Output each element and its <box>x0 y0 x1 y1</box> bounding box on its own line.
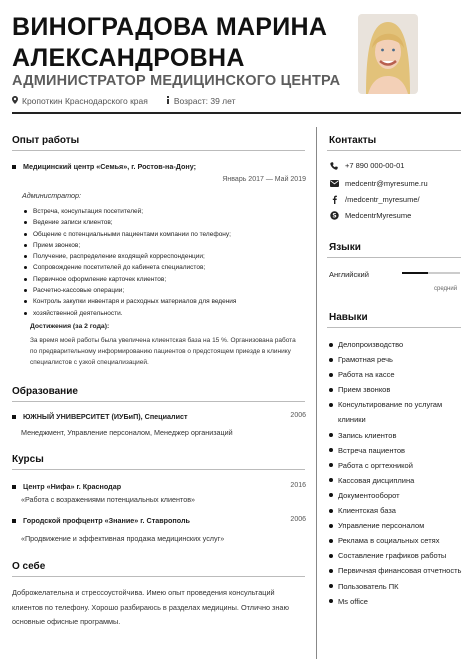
job-company <box>12 162 196 171</box>
bullet-square-icon <box>12 165 16 169</box>
list-item: Прием звонков; <box>22 240 302 251</box>
list-item: Расчетно-кассовые операции; <box>22 285 302 296</box>
section-experience-heading: Опыт работы <box>12 135 80 146</box>
name-line-2: АЛЕКСАНДРОВНА <box>12 44 245 72</box>
skills-list <box>329 337 465 609</box>
list-item: Прием звонков <box>329 382 465 397</box>
education-year: 2006 <box>290 412 306 419</box>
language-level: средний <box>434 286 458 292</box>
list-item: Контроль закупки инвентаря и расходных материалов для ведения <box>22 296 302 307</box>
skype-icon <box>329 211 339 220</box>
course-name: «Работа с возражениями потенциальных клиентов» <box>21 495 196 504</box>
language-name: Английский <box>329 270 369 279</box>
contacts-rule <box>327 150 461 151</box>
profile-photo <box>358 14 418 94</box>
vk-icon <box>329 195 339 204</box>
list-item: Получение, распределение входящей корреспонденции; <box>22 251 302 262</box>
list-item: Ведение записи клиентов; <box>22 217 302 228</box>
list-item: Встреча пациентов <box>329 443 465 458</box>
company-name: Медицинский центр «Семья», г. Ростов-на-Дону; <box>23 162 197 171</box>
list-item: Встреча, консультация посетителей; <box>22 206 302 217</box>
language-level-bar <box>402 272 460 274</box>
job-period: Январь 2017 — Май 2019 <box>222 176 306 183</box>
candidate-name <box>12 12 327 74</box>
course-year: 2016 <box>290 482 306 489</box>
bullet-square-icon <box>12 415 16 419</box>
section-about-heading: О себе <box>12 561 46 572</box>
contact-vk-value: /medcentr_myresume/ <box>345 195 420 204</box>
list-item: Ms office <box>329 594 465 609</box>
list-item: Консультирование по услугам клиники <box>329 397 465 427</box>
courses-rule <box>12 469 305 470</box>
section-skills-heading: Навыки <box>329 312 368 323</box>
education-rule <box>12 401 305 402</box>
achievements-text: За время моей работы была увеличена клиентская база на 15 %. Организована работа по предварительному информированию пациентов о предстоящем приезде в клинику специалистов с узкой специализацией. <box>30 337 296 366</box>
contact-phone[interactable] <box>329 161 404 170</box>
list-item: Реклама в социальных сетях <box>329 533 465 548</box>
list-item: Общение с потенциальными пациентами компании по телефону; <box>22 229 302 240</box>
about-text: Доброжелательна и стрессоустойчива. Имею опыт проведения консультаций клиентов по телефону. Хорошо разбираюсь в разделах медицины. Отлично знаю основные офисные программы. <box>12 588 289 626</box>
education-details: Менеджмент, Управление персоналом, Менеджер организаций <box>21 428 233 437</box>
experience-rule <box>12 150 305 151</box>
bullet-square-icon <box>12 485 16 489</box>
about-rule <box>12 576 305 577</box>
list-item: Первичная финансовая отчетность <box>329 563 465 578</box>
personal-meta <box>12 96 235 106</box>
list-item: Управление персоналом <box>329 518 465 533</box>
course-org <box>12 516 190 525</box>
info-icon <box>166 96 170 106</box>
mail-icon <box>329 180 339 187</box>
contact-email[interactable] <box>329 179 428 188</box>
languages-rule <box>327 257 461 258</box>
list-item: Кассовая дисциплина <box>329 473 465 488</box>
bullet-square-icon <box>12 519 16 523</box>
course-org-name: Центр «Нифа» г. Краснодар <box>23 482 122 491</box>
location <box>12 96 148 106</box>
contact-email-value: medcentr@myresume.ru <box>345 179 428 188</box>
list-item-continuation: хозяйственной деятельности. <box>22 308 302 319</box>
section-courses-heading: Курсы <box>12 454 44 465</box>
list-item: Работа на кассе <box>329 367 465 382</box>
list-item: Клиентская база <box>329 503 465 518</box>
contact-skype[interactable] <box>329 211 411 220</box>
svg-text:S: S <box>331 212 337 220</box>
section-education-heading: Образование <box>12 386 78 397</box>
list-item: Первичное оформление карточек клиентов; <box>22 274 302 285</box>
map-pin-icon <box>12 96 18 106</box>
skills-rule <box>327 327 461 328</box>
location-text: Кропоткин Краснодарского края <box>22 96 148 106</box>
list-item: Пользователь ПК <box>329 579 465 594</box>
course-org-name: Городской профцентр «Знание» г. Ставрополь <box>23 516 190 525</box>
list-item: Запись клиентов <box>329 428 465 443</box>
course-org <box>12 482 121 491</box>
education-school <box>12 412 188 421</box>
course-year: 2006 <box>290 516 306 523</box>
contact-vk[interactable] <box>329 195 420 204</box>
age <box>166 96 236 106</box>
header-divider <box>12 112 461 114</box>
list-item: Работа с оргтехникой <box>329 458 465 473</box>
achievements-title: Достижения (за 2 года): <box>30 323 110 330</box>
list-item: Составление графиков работы <box>329 548 465 563</box>
list-item: Сопровождение посетителей до кабинета специалистов; <box>22 262 302 273</box>
section-languages-heading: Языки <box>329 242 361 253</box>
phone-icon <box>329 162 339 170</box>
language-level-fill <box>402 272 428 274</box>
contact-phone-value: +7 890 000-00-01 <box>345 161 405 170</box>
name-line-1: ВИНОГРАДОВА МАРИНА <box>12 13 328 41</box>
section-contacts-heading: Контакты <box>329 135 377 146</box>
job-title: АДМИНИСТРАТОР МЕДИЦИНСКОГО ЦЕНТРА <box>12 73 341 89</box>
list-item: Грамотная речь <box>329 352 465 367</box>
job-role: Администратор: <box>22 191 82 200</box>
column-divider <box>316 127 317 659</box>
age-text: Возраст: 39 лет <box>173 96 236 106</box>
school-name: ЮЖНЫЙ УНИВЕРСИТЕТ (ИУБиП), Специалист <box>23 412 188 421</box>
list-item: Делопроизводство <box>329 337 465 352</box>
contact-skype-value: MedcentrMyresume <box>345 211 412 220</box>
duties-list <box>22 206 302 319</box>
course-name: «Продвижение и эффективная продажа медицинских услуг» <box>21 534 225 543</box>
list-item: Документооборот <box>329 488 465 503</box>
